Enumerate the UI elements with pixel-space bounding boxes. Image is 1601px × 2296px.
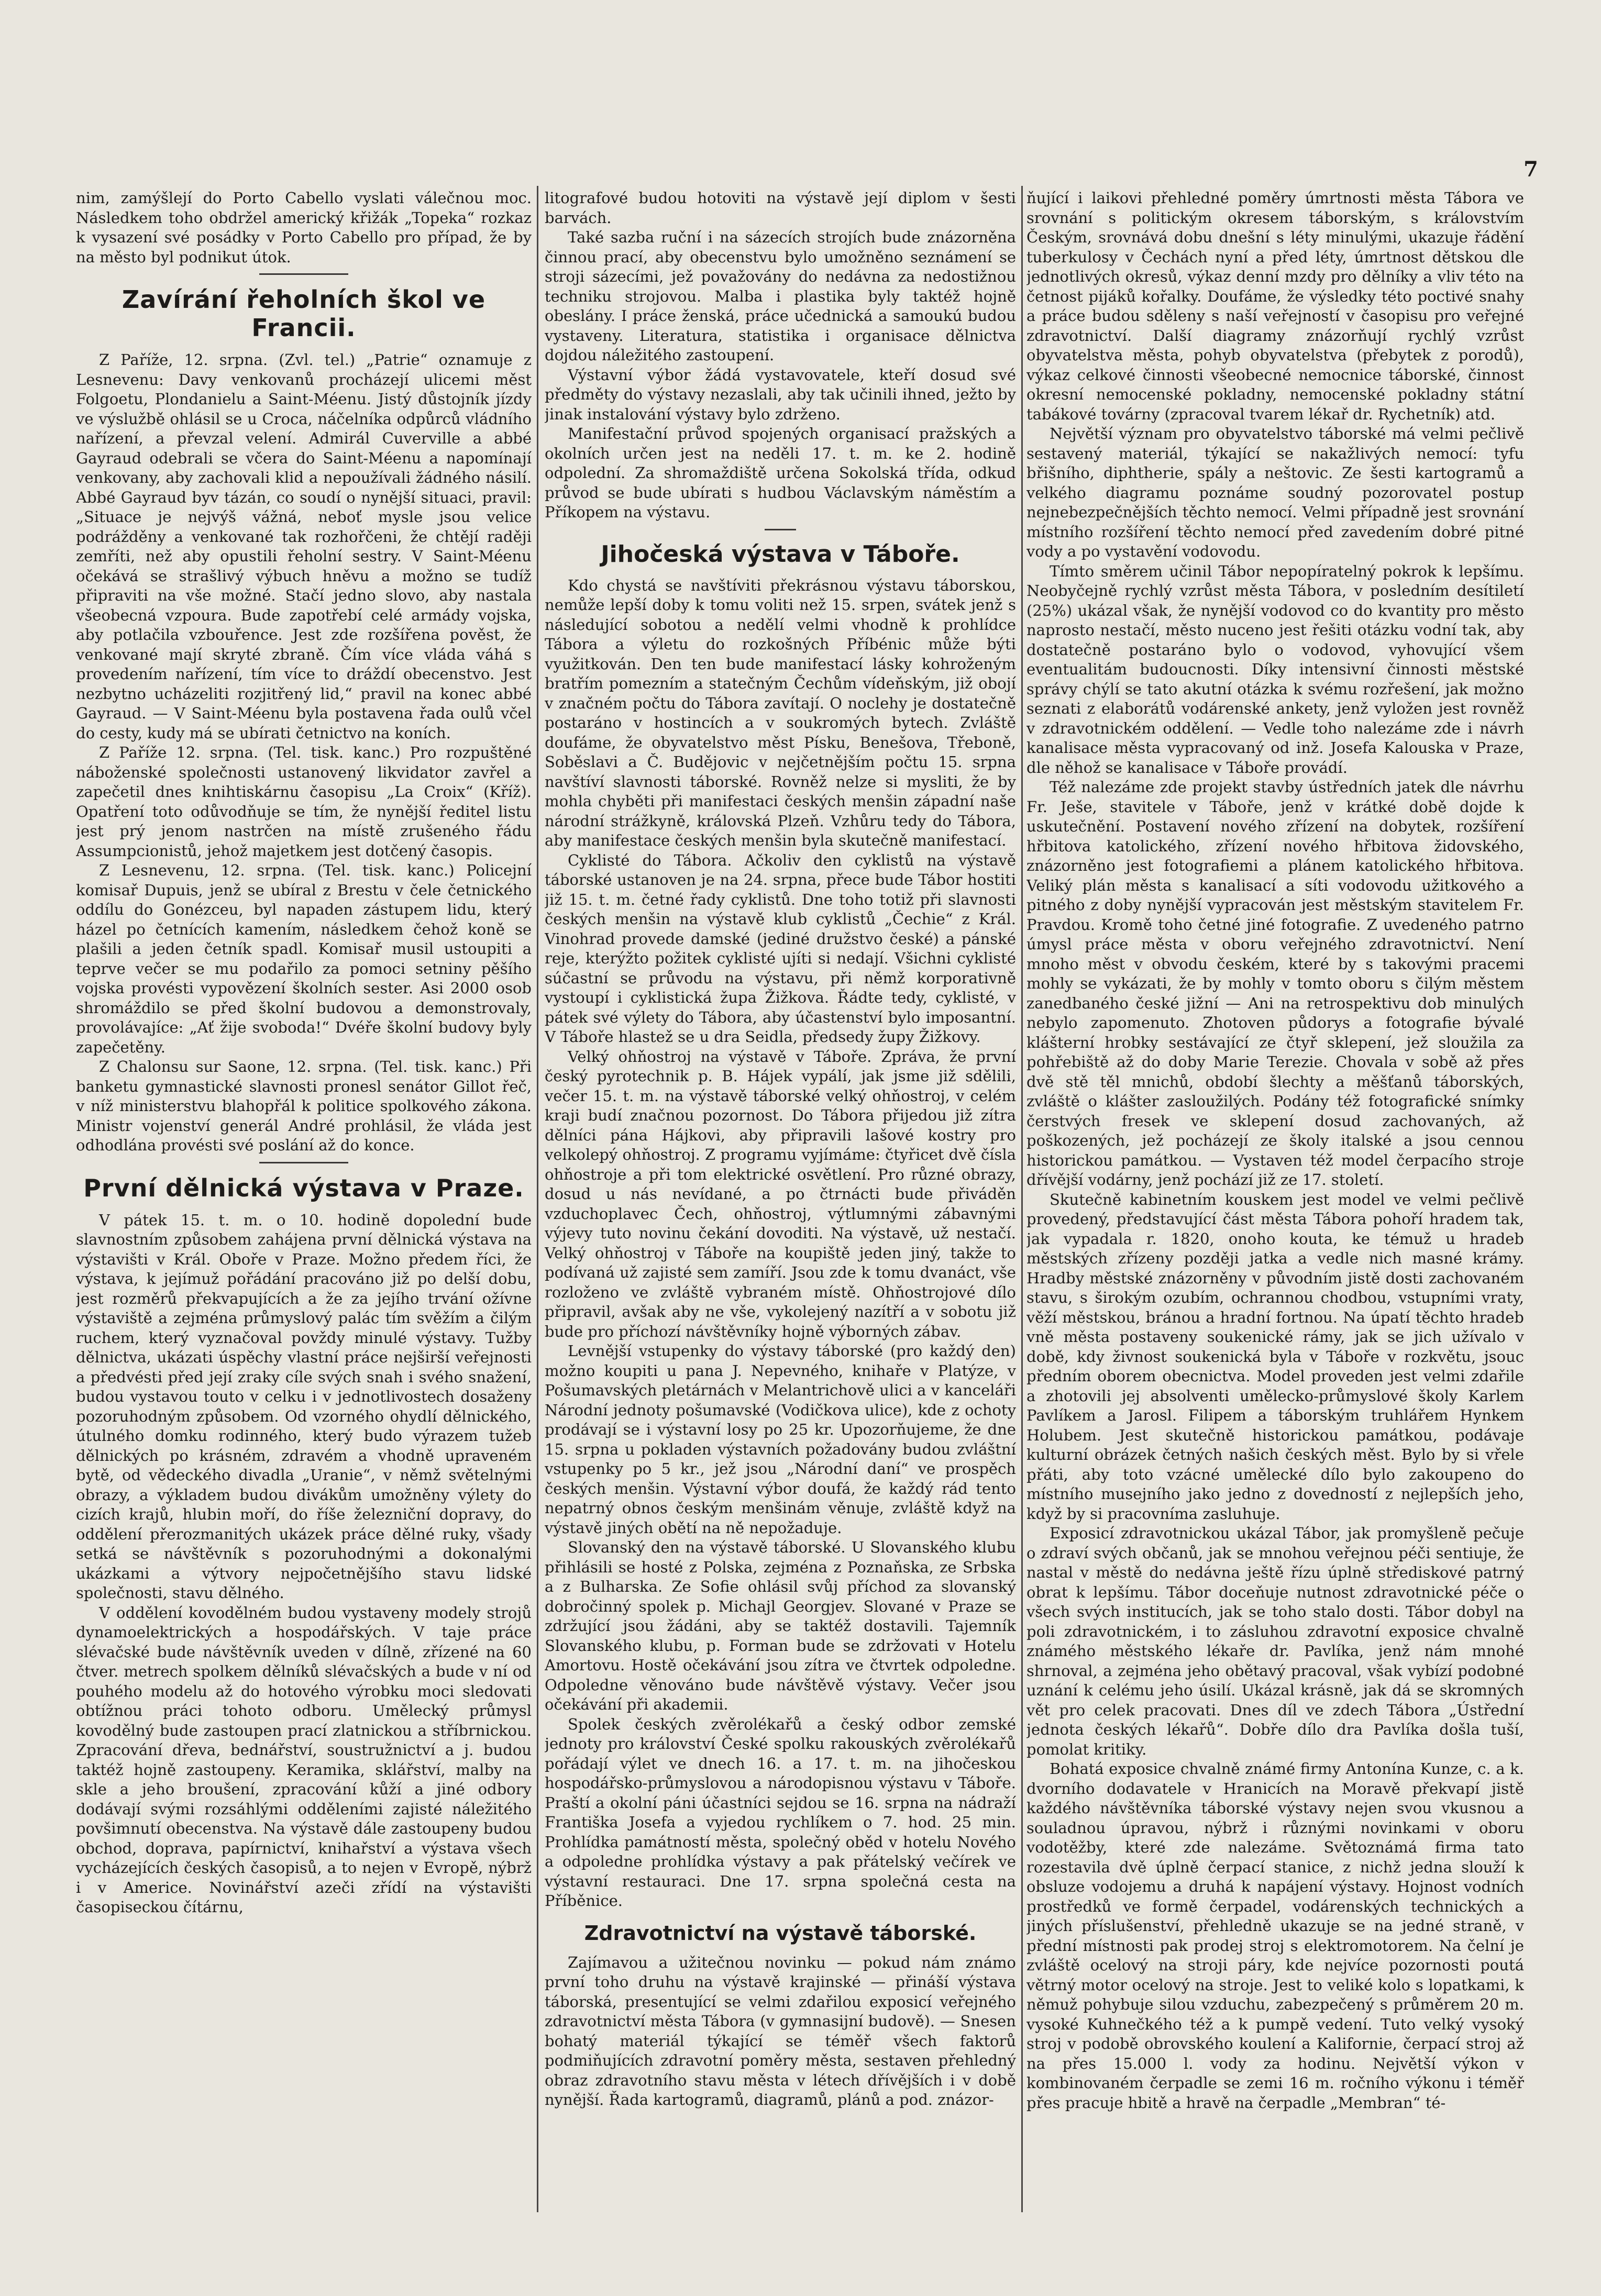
article-paragraph: Z Paříže 12. srpna. (Tel. tisk. kanc.) Pro rozpuštěné náboženské společnosti ustanovený likvidator zavřel a zapečetil dnes knihtiskárnu časopisu „La Croix“ (Kříž). Opatření toto odůvodňuje se tím, že nynější ředitel listu jest prý jenom nastrčen na místě zrušeného řádu Assumpcionistů, jehož majetkem jest dotčený časopis.	[76, 744, 532, 860]
divider	[259, 273, 348, 275]
article-paragraph: Z Paříže, 12. srpna. (Zvl. tel.) „Patrie“ oznamuje z Lesnevenu: Davy venkovanů procházejí ulicemi měst Folgoetu, Plondanielu a Saint-Méenu. Jistý důstojník jízdy ve výslužbě ohlásil se u Croca, náčelníka odpůrců vládního nařízení, a převzal velení. Admirál Cuverville a abbé Gayraud odebrali se včera do Saint-Méenu a napomínají venkovany, aby zachovali klid a nepoužívali žádného násilí. Abbé Gayraud byv tázán, co soudí o nynější situaci, pravil: „Situace je nejvýš vážná, neboť mysle jsou velice podrážděny a venkované tak rozhořčeni, že chtějí raději zemříti, než aby opustili řeholní sestry. V Saint-Méenu očekává se strašlivý výbuch hněvu a možno se tudíž připraviti na vše možné. Stačí jedno slovo, aby nastala všeobecná vzpoura. Bude zapotřebí celé armády vojska, aby potlačila vzbouřence. Jest zde rozšířena pověst, že venkované mají skryté zbraně. Čím více vláda váhá s provedením nařízení, tím více to dráždí obecenstvo. Jest nezbytno ucházeliti rozjitřený lid,“ pravil na konec abbé Gayraud. — V Saint-Méenu byla postavena řada oulů včel do cesty, kudy má se ubírati četnictvo na koních.	[76, 351, 532, 742]
article-paragraph: Cyklisté do Tábora. Ačkoliv den cyklistů na výstavě táborské ustanoven je na 24. srpna, přece bude Tábor hostiti již 15. t. m. četné řady cyklistů. Dne toho totiž při slavnosti českých menšin na výstavě klub cyklistů „Čechie“ z Král. Vinohrad provede damské (jediné družstvo české) a pánské reje, kterýžto požitek cyklisté ujíti si nedají. Všichni cyklisté súčastní se průvodu na výstavu, při němž korporativně vystoupí i cyklistická župa Žižkova. Řádte tedy, cyklisté, v pátek své výlety do Tábora, aby účastenství bylo imposantní. V Táboře hlastež se u dra Seidla, předsedy župy Žižkovy.	[545, 851, 1016, 1046]
headline-delnicka-vystava: První dělnická výstava v Praze.	[83, 1173, 524, 1202]
article-paragraph: Též nalezáme zde projekt stavby ústředních jatek dle návrhu Fr. Ješe, stavitele v Táboře, jenž v krátké době dojde k uskutečnění. Postavení nového zřízení na dobytek, rozšíření hřbitova katolického, zřízení nového hřbitova židovského, znázorněno jest fotografiemi a plánem katolického hřbitova. Veliký plán města s kanalisací a síti vodovodu užitkového a pitného z doby nynější vypracován jest městským stavitelem Fr. Pravdou. Kromě toho četné jiné fotografie. Z uvedeného patrno úmysl práce města v oboru veřejného zdravotnictví. Není mnoho měst v obvodu českém, které by s takovými pracemi mohly se vykázati, že by mohly v tomto oboru s čilým městem zanedbaného české jižní — Ani na retrospektivu dob minulých nebylo zapomenuto. Zhotoven půdorys a fotografie bývalé klášterní hrobky sestávající ze čtyř sklepení, jež sloužila za pohřebiště až do doby Marie Terezie. Chovala v sobě až přes dvě stě těl mnichů, období šlechty a měšťanů táborských, zvláště o klášter zasloužilých. Podány též fotografické snímky čerstvých fresek ve sklepení dosud zachovaných, až poškozených, jež pocházejí ze školy italské a jsou cennou historickou památkou. — Vystaven též model čerpacího stroje dřívější vodárny, jenž pochází již ze 17. století.	[1026, 778, 1524, 1189]
column-3	[1026, 188, 1524, 2217]
divider	[259, 1162, 348, 1163]
headline-zavirani-skol: Zavírání řeholních škol ve Francii.	[122, 285, 486, 342]
article-paragraph: Levnější vstupenky do výstavy táborské (pro každý den) možno koupiti u pana J. Nepevného, knihaře v Platýze, v Pošumavských pletárnách v Melantrichově ulici a v kanceláři Národní jednoty pošumavské (Vodičkova ulice), kde z ochoty prodávají se i výstavní losy po 25 kr. Upozorňujeme, že dne 15. srpna u pokladen výstavních požadovány budou zvláštní vstupenky po 5 kr., jež jsou „Národní daní“ ve prospěch českých menšin. Výstavní výbor doufá, že každý rád tento nepatrný obnos českým menšinám věnuje, zvláště když na výstavě jiných obětí na ně nepožaduje.	[545, 1342, 1016, 1537]
article-paragraph: Největší význam pro obyvatelstvo táborské má velmi pečlivě sestavený materiál, týkající se nakažlivých nemocí: tyfu břišního, diphtherie, spály a neštovic. Ze šesti kartogramů a velkého diagramu poznáme soudný pozorovatel postup nejnebezpečnějších těchto nemocí. Velmi případně jest srovnání místního rozšíření těchto nemocí před zavedením dobré pitné vody a po vystavění vodovodu.	[1026, 425, 1524, 560]
headline-zdravotnictvi: Zdravotnictví na výstavě táborské.	[584, 1921, 977, 1945]
article-paragraph: Bohatá exposice chvalně známé firmy Antonína Kunze, c. a k. dvorního dodavatele v Hranicích na Moravě překvapí jistě každého návštěvníka táborské výstavy nejen svou vkusnou a souladnou úpravou, nýbrž i různými novinkami v oboru vodotěžby, které zde nalezáme. Světoznámá firma tato rozestavila dvě úplně čerpací stanice, z nichž jedna slouží k obsluze vodojemu a druhá k napájení výstavy. Hojnost vodních prostředků ve formě čerpadel, vodárenských technických a jiných příslušenství, přehledně ukazuje se na jedné straně, v přední místnosti pak prodej stroj s elektromotorem. Na čelní je zvláště ocelový na stroji páry, kde nejvíce pozornosti poutá větrný motor ocelový na stroje. Jest to veliké kolo s lopatkami, k němuž pohybuje silou vzduchu, zabezpečený s průměrem 20 m. vysoké Kuhnečkého též a k pumpě vedení. Tuto velký vysoký stroj v podobě obrovského koulení a Kalifornie, čerpací stroj až na přes 15.000 l. vody za hodinu. Největší výkon v kombinovaném čerpadle se zemi 16 m. ročního výkonu i téměř přes pracuje hbitě a hravě na čerpadle „Membran“ té-	[1026, 1760, 1524, 2112]
column-2	[545, 188, 1016, 2217]
article-paragraph: Kdo chystá se navštíviti překrásnou výstavu táborskou, nemůže lepší doby k tomu voliti než 15. srpen, svátek jenž s následující sobotou a nedělí velmi vhodně k prohlídce Tábora a výletu do rozkošných Příbénic může býti využitkován. Den ten bude manifestací lásky kohroženým bratřím pomezním a statečným Čechům vídeňským, již obojí v značném počtu do Tábora zavítají. O noclehy je dostatečně postaráno v hostincích a v soukromých bytech. Zvláště doufáme, že obyvatelstvo měst Písku, Benešova, Třeboně, Soběslavi a Č. Budějovic v nejčetnějším počtu 15. srpna navštíví slavnosti táborské. Rovněž nelze si mysliti, že by mohla chyběti při manifestaci českých menšin západní naše národní strážkyně, královská Plzeň. Vzhůru tedy do Tábora, aby manifestace českých menšin byla skutečně manifestací.	[545, 576, 1016, 849]
article-paragraph: Skutečně kabinetním kouskem jest model ve velmi pečlivě provedený, představující část města Tábora pohoří hradem tak, jak vypadala r. 1820, onoho kouta, ke témuž u hradeb městských zřízeny později jatka a vedle nich masné krámy. Hradby městské znázorněny v původním jistě dosti zachovaném stavu, s širokým ozubím, ochrannou chodbou, vstupními vraty, věží městskou, bránou a hradní fortnou. Na úpatí těchto hradeb vně města postaveny soukenické rámy, jak se jich užívalo v době, kdy živnost soukenická byla v Táboře v rozkvětu, jsouc předním oborem obecnictva. Model proveden jest velmi zdařile a zhotovili jej absolventi umělecko-průmyslové školy Karlem Pavlíkem a Jarosl. Filipem a táborským truhlářem Hynkem Holubem. Jest skutečně historickou památkou, podávaje kulturní obrázek četných našich českých měst. Bylo by si vřele přáti, aby toto vzácné umělecké dílo bylo zakoupeno do místního musejního jako jedno z dovedností z nejlepších jeho, když by si pracovníma zasluhuje.	[1026, 1190, 1524, 1523]
article-paragraph: Spolek českých zvěrolékařů a český odbor zemské jednoty pro království České spolku rakouských zvěrolékařů pořádají výlet ve dnech 16. a 17. t. m. na jihočeskou hospodářsko-průmyslovou a národopisnou výstavu v Táboře. Praští a okolní páni účastníci sejdou se 16. srpna na nádraží Františka Josefa a vyjedou rychlíkem o 7. hod. 25 min. Prohlídka památností města, společný oběd v hotelu Nového a odpoledne prohlídka výstavy a pak přátelský večírek ve výstavní restauraci. Dne 17. srpna společná cesta na Příběnice.	[545, 1715, 1016, 1910]
article-paragraph: Tímto směrem učinil Tábor nepopíratelný pokrok k lepšímu. Neobyčejně rychlý vzrůst města Tábora, v posledním desítiletí (25%) ukázal však, že nynější vodovod co do kvantity pro město naprosto nestačí, město nuceno jest řešiti otázku vodní tak, aby dostatečně postaráno bylo o vodovod, vyhovující všem eventualitám budoucnosti. Díky intensivní činnosti městské správy chýlí se tato akutní otázka k svému rozřešení, jak možno seznati z elaborátů vodárenské ankety, jenž vyložen jest rovněž v zdravotnickém oddělení. — Vedle toho nalezáme zde i návrh kanalisace města vypracovaný od inž. Josefa Kalouska v Praze, dle něhož se kanalisace v Táboře provádí.	[1026, 562, 1524, 777]
article-paragraph: Z Lesnevenu, 12. srpna. (Tel. tisk. kanc.) Policejní komisař Dupuis, jenž se ubíral z Brestu v čele četnického oddílu do Gonézceu, byl napaden zástupem lidu, který házel po četnících kamením, následkem čehož koně se plašili a jeden četník spadl. Komisař musil ustoupiti a teprve večer se mu podařilo za pomoci setniny pěšího vojska provésti vypovězení školních sester. Asi 2000 osob shromáždilo se před školní budovou a demonstrovaly, provolávajíce: „Ať žije svoboda!“ Dvéře školní budovy byly zapečetěny.	[76, 861, 532, 1056]
article-paragraph: Slovanský den na výstavě táborské. U Slovanského klubu přihlásili se hosté z Polska, zejména z Poznaňska, ze Srbska a z Bulharska. Ze Sofie ohlásil svůj příchod za slovanský dobročinný spolek p. Michajl Georgjev. Slované v Praze se zdržující jsou žádáni, aby se taktéž dostavili. Tajemník Slovanského klubu, p. Forman bude se zdržovati v Hotelu Amortovu. Hostě očekávání jsou zítra ve čtvrtek odpoledne. Odpoledne věnováno bude návštěvě výstavy. Večer jsou očekávání při akademii.	[545, 1538, 1016, 1713]
article-paragraph: Výstavní výbor žádá vystavovatele, kteří dosud své předměty do výstavy nezaslali, aby tak učinili ihned, ježto by jinak instalování výstavy bylo zdrženo.	[545, 365, 1016, 423]
column-rule-right	[1021, 186, 1023, 2212]
article-paragraph: litografové budou hotoviti na výstavě její diplom v šesti barvách.	[545, 189, 1016, 227]
article-paragraph: ňující i laikovi přehledné poměry úmrtnosti města Tábora ve srovnání s politickým okresem táborským, s královstvím Českým, srovnává dobu dnešní s léty minulými, ukazuje řádění tuberkulosy v Čechách nyní a před léty, úmrtnost dětskou dle jednotlivých okresů, výkaz denní mzdy pro dělníky a vliv této na četnost pijáků kořalky. Doufáme, že výsledky této poctivé snahy a práce budou sděleny s naší veřejností v časopisu pro veřejné zdravotnictví. Další diagramy znázorňují rychlý vzrůst obyvatelstva města, pohyb obyvatelstva (přebytek z porodů), výkaz celkové činnosti všeobecné nemocnice táborské, činnost okresní nemocenské pokladny, nemocenské pokladny státní tabákové továrny (zpracoval tvarem lékař dr. Rychetník) atd.	[1026, 189, 1524, 423]
article-paragraph: V oddělení kovodělném budou vystaveny modely strojů dynamoelektrických a hospodářských. V taje práce slévačské bude návštěvník uveden v dílně, zřízené na 60 čtver. metrech spolkem dělníků slévačských a bude v ní od pouhého modelu až do hotového výrobku moci sledovati obtížnou práci tohoto odboru. Umělecký průmysl kovodělný bude zastoupen prací zlatnickou a stříbrnickou. Zpracování dřeva, bednářství, soustružnictví a j. budou taktéž hojně zastoupeny. Keramika, sklářství, malby na skle a jeho broušení, zpracování kůží a jiné odbory dodávají svými rozsáhlými odděleními zajisté náležitého povšimnutí obecenstva. Na výstavě dále zastoupeny budou obchod, doprava, papírnictví, knihařství a výstava všech vycházejících českých časopisů, a to nejen v Evropě, nýbrž i v Americe. Novinářství azeči zřídí na výstavišti časopiseckou čítárnu,	[76, 1603, 532, 1916]
column-1	[76, 188, 532, 2217]
headline-jihoceska-vystava: Jihočeská výstava v Táboře.	[601, 540, 960, 568]
column-rule-left	[537, 186, 538, 2212]
article-paragraph: Manifestační průvod spojených organisací pražských a okolních určen jest na neděli 17. t. m. ke 2. hodině odpolední. Za shromaždiště určena Sokolská třída, odkud průvod se bude ubírati s hudbou Václavským náměstím a Příkopem na výstavu.	[545, 425, 1016, 521]
article-paragraph: nim, zamýšlejí do Porto Cabello vyslati válečnou moc. Následkem toho obdržel americký křižák „Topeka“ rozkaz k vysazení své posádky v Porto Cabello pro případ, že by na město byl podnikut útok.	[76, 189, 532, 266]
article-paragraph: Také sazba ruční i na sázecích strojích bude znázorněna činnou prací, aby obecenstvu bylo umožněno seznámení se stroji sázecími, jež považovány do nedávna za nedostižnou techniku strojovou. Malba i plastika byly taktéž hojně obeslány. I práce ženská, práce učednická a samoukú budou vystaveny. Literatura, statistika i organisace dělnictva dojdou náležitého zastoupení.	[545, 228, 1016, 364]
article-paragraph: V pátek 15. t. m. o 10. hodině dopolední bude slavnostním způsobem zahájena první dělnická výstava na výstavišti v Král. Oboře v Praze. Možno předem říci, že výstava, k jejímuž pořádání pracováno již po delší dobu, jest rozměrů překvapujících a že za jejího trvání ožívne výstaviště a zejména průmyslový palác tím svěžím a čilým ruchem, který vyznačoval povždy minulé výstavy. Tužby dělnictva, ukázati úspěchy vlastní práce nejširší veřejnosti a předvésti před její zraky cíle svých snah i svého snažení, budou vystavou touto v celku i v jednotlivostech dosaženy pozoruhodným způsobem. Od vzorného ohydlí dělnického, útulného domku rodinného, který budo výrazem tužeb dělnických po krásném, zdravém a vhodně upraveném bytě, od vědeckého divadla „Uranie“, v němž světelnými obrazy, a výkladem budou divákům umožněny výlety do cizích krajů, hlubin moří, do říše železniční dopravy, do oddělení přerozmanitých ukázek práce dělné ruky, všady setká se návštěvník s pozoruhodnými a dokonalými ukázkami a výtvory nejpočetnějšího stavu lidské společnosti, stavu dělného.	[76, 1211, 532, 1602]
article-paragraph: Velký ohňostroj na výstavě v Táboře. Zpráva, že první český pyrotechnik p. B. Hájek vypálí, jak jsme již sdělili, večer 15. t. m. na výstavě táborské velký ohňostroj, v celém kraji budí značnou pozornost. Do Tábora přijedou již zítra dělníci pána Hájkovi, aby připravili lašové kostry pro velkolepý ohňostroj. Z programu vyjímáme: čtyřicet dvě čísla ohňostroje a při tom elektrické osvětlení. Pro různé obrazy, dosud u nás nevídané, a po čtrnácti bude přiváděn vzduchoplavec Čech, ohňostroj, výtlumnými zábavnými výjevy tuto novinu čekání dovoditi. Na výstavě, už nestačí. Velký ohňostroj v Táboře na koupiště jeden jiný, takže to podívaná už zajisté sem zamíří. Jsou zde k tomu dvanáct, vše rozloženo ve zvláště vybraném místě. Ohňostrojové dílo připravil, avšak aby ne vše, vykolejený nazítří a v sobotu již bude pro příchozí návštěvníky hojně výborných zábav.	[545, 1047, 1016, 1340]
article-paragraph: Z Chalonsu sur Saone, 12. srpna. (Tel. tisk. kanc.) Při banketu gymnastické slavnosti pronesl senátor Gillot řeč, v níž ministerstvu blahopřál k politice spolkového zákona. Ministr vojenství generál André prohlásil, že vláda jest odhodlána provésti své poslání až do konce.	[76, 1058, 532, 1154]
article-paragraph: Zajímavou a užitečnou novinku — pokud nám známo první toho druhu na výstavě krajinské — přináší výstava táborská, presentující se velmi zdařilou exposicí veřejného zdravotnictví města Tábora (v gymnasijní budově). — Snesen bohatý materiál týkající se téměř všech faktorů podmiňujících zdravotní poměry města, sestaven přehledný obraz zdravotního stavu města v létech dřívějších i v době nynější. Řada kartogramů, diagramů, plánů a pod. znázor-	[545, 1953, 1016, 2109]
page-number: 7	[1523, 157, 1538, 182]
divider	[765, 529, 796, 530]
article-paragraph: Exposicí zdravotnickou ukázal Tábor, jak promyšleně pečuje o zdraví svých občanů, jak se mnohou veřejnou péči sentiuje, že nastal v městě do nedávna ještě řízu úplně střediskové patrný obrat k lepšímu. Tábor doceňuje nutnost zdravotnické péče o všech svých institucích, jak se toho stalo dosti. Tábor dobyl na poli zdravotnickém, i to zásluhou zdravotní exposice chvalně známého městského lékaře dr. Pavlíka, jenž nám mnohé shrnoval, a zejména jeho obětavý pracoval, však vybízí podobné uznání k celému jeho úsilí. Ukázal krásně, jak dá se skromných vět pro celek pracovati. Dnes díl ve zdech Tábora „Ústřední jednota českých lékařů“. Dobře dílo dra Pavlíka došla tuší, pomolat kritiky.	[1026, 1524, 1524, 1758]
